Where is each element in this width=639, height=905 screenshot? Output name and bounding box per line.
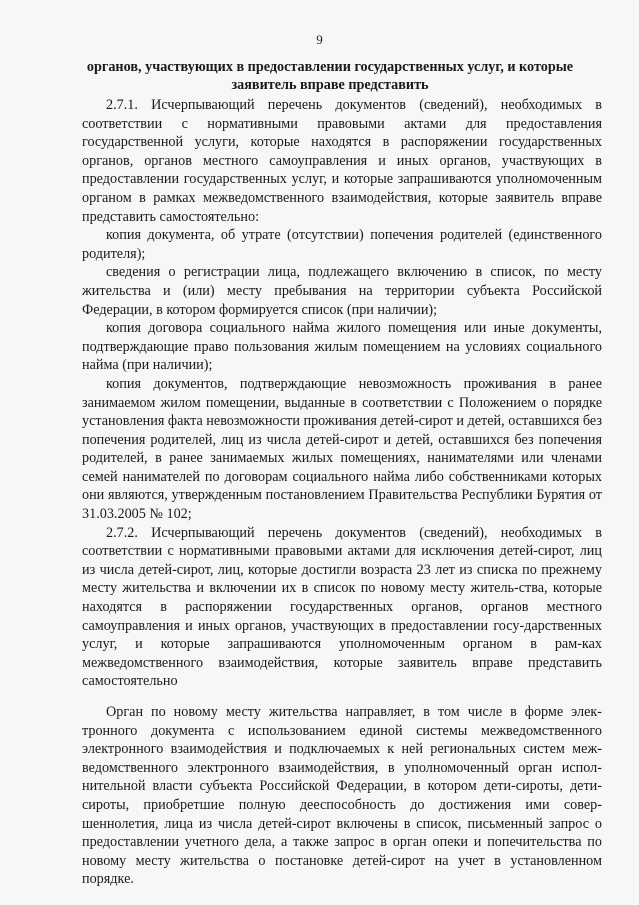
paragraph-2-7-1: 2.7.1. Исчерпывающий перечень документов (сведений), необходимых в соответствии с нормативными правовыми актами для предоставления государственной услуги, которые находятся в распоряжении государственных органов, органов местного самоуправления и иных органов, участвующих в предоставлении государственных услуг, и которые запрашиваются уполномоченным органом в рамках межведомственного взаимодействия, которые заявитель вправе представить самостоятельно: (82, 97, 602, 225)
page-number: 9 (316, 32, 323, 47)
paragraph-new-residence-body: Орган по новому месту жительства направляет, в том числе в форме элек-тронного документа с использованием единой системы межведомственного электронного взаимодействия и подключаемых к ней региональных систем меж-ведомственного электронного взаимодействия, в уполномоченный орган испол-нительной власти субъекта Российской Федерации, в котором дети-сироты, дети-сироты, приобретшие полную дееспособность до достижения ими совер-шеннолетия, лица из числа детей-сирот включены в список, письменный запрос о предоставлении учетного дела, а также запрос в орган опеки и попечительства по новому месту жительства о постановке детей-сирот на учет в установленном порядке. (82, 704, 602, 888)
list-item-impossibility-docs: копия документов, подтверждающие невозможность проживания в ранее занимаемом жилом помещении, выданные в соответствии с Положением о порядке установления факта невозможности проживания детей-сирот и детей, оставшихся без попечения родителей, лиц из числа детей-сирот и детей, оставшихся без попечения родителей, в ранее занимаемых жилых помещениях, нанимателями или членами семей нанимателей по договорам социального найма либо собственниками которых они являются, утвержденным постановлением Правительства Республики Бурятия от 31.03.2005 № 102; (82, 375, 602, 523)
section-heading: органов, участвующих в предоставлении государственных услуг, и которые заявитель вправе представить (86, 59, 574, 93)
document-body (82, 96, 602, 889)
list-item-guardianship-loss: копия документа, об утрате (отсутствии) попечения родителей (единственного родителя); (82, 227, 602, 262)
paragraph-2-7-2: 2.7.2. Исчерпывающий перечень документов (сведений), необходимых в соответствии с нормативными правовыми актами для исключения детей-сирот, лиц из числа детей-сирот, лиц, которые достигли возраста 23 лет из списка по прежнему месту жительства и включении их в список по новому месту житель-ства, которые находятся в распоряжении государственных органов, органов местного самоуправления и иных органов, участвующих в предоставлении госу-дарственных услуг, и которые запрашиваются уполномоченным органом в рам-ках межведомственного взаимодействия, которые заявитель вправе представить самостоятельно (82, 524, 602, 690)
list-item-registration-info: сведения о регистрации лица, подлежащего включению в список, по месту жительства и (или) месту пребывания на территории субъекта Российской Федерации, в котором формируется список (при наличии); (82, 264, 602, 318)
list-item-social-lease: копия договора социального найма жилого помещения или иные документы, подтверждающие право пользования жилым помещением на условиях социального найма (при наличии); (82, 320, 602, 374)
